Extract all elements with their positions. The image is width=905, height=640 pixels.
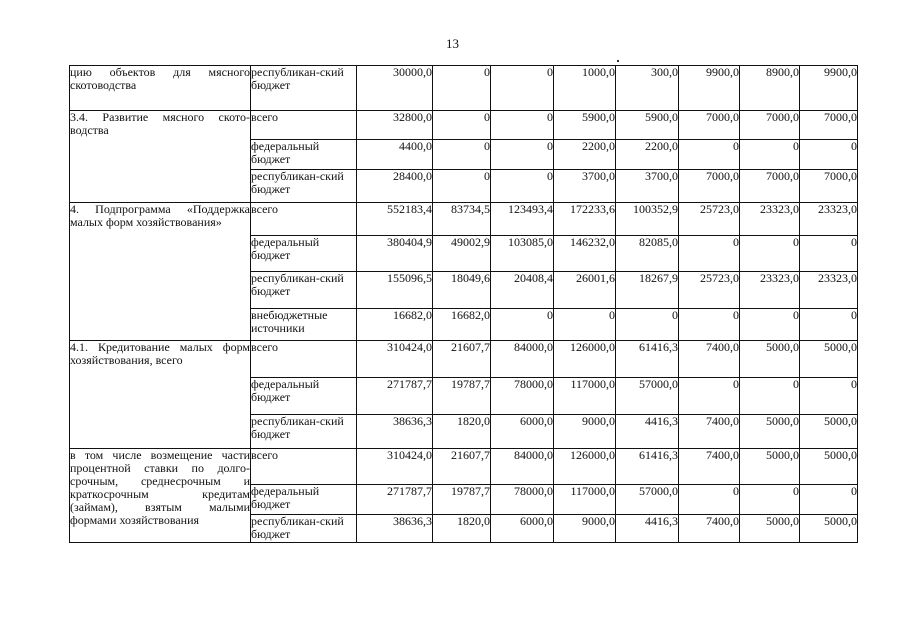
funding-source: всего [251, 111, 357, 140]
amount-cell: 2200,0 [616, 140, 679, 170]
amount-cell: 0 [679, 236, 740, 272]
amount-cell: 0 [491, 111, 554, 140]
amount-cell: 82085,0 [616, 236, 679, 272]
amount-cell: 0 [740, 140, 800, 170]
amount-cell: 32800,0 [357, 111, 433, 140]
amount-cell: 78000,0 [491, 485, 554, 515]
amount-cell: 0 [800, 236, 858, 272]
amount-cell: 7400,0 [679, 341, 740, 378]
amount-cell: 0 [800, 140, 858, 170]
amount-cell: 310424,0 [357, 449, 433, 485]
amount-cell: 5000,0 [800, 515, 858, 543]
amount-cell: 23323,0 [740, 203, 800, 236]
amount-cell: 83734,5 [433, 203, 491, 236]
amount-cell: 78000,0 [491, 378, 554, 415]
amount-cell: 117000,0 [554, 485, 616, 515]
funding-source: федеральный бюджет [251, 140, 357, 170]
amount-cell: 100352,9 [616, 203, 679, 236]
amount-cell: 271787,7 [357, 378, 433, 415]
amount-cell: 0 [433, 170, 491, 203]
amount-cell: 0 [800, 485, 858, 515]
amount-cell: 9900,0 [800, 66, 858, 111]
amount-cell: 552183,4 [357, 203, 433, 236]
amount-cell: 25723,0 [679, 203, 740, 236]
amount-cell: 0 [433, 140, 491, 170]
amount-cell: 26001,6 [554, 272, 616, 309]
amount-cell: 5000,0 [740, 515, 800, 543]
table-row [70, 449, 858, 485]
amount-cell: 0 [491, 66, 554, 111]
amount-cell: 38636,3 [357, 515, 433, 543]
amount-cell: 7400,0 [679, 449, 740, 485]
amount-cell: 84000,0 [491, 341, 554, 378]
amount-cell: 4416,3 [616, 415, 679, 449]
amount-cell: 9000,0 [554, 415, 616, 449]
amount-cell: 0 [491, 309, 554, 341]
amount-cell: 28400,0 [357, 170, 433, 203]
amount-cell: 9900,0 [679, 66, 740, 111]
amount-cell: 0 [433, 66, 491, 111]
amount-cell: 0 [433, 111, 491, 140]
funding-source: федеральный бюджет [251, 236, 357, 272]
amount-cell: 7000,0 [800, 111, 858, 140]
amount-cell: 18049,6 [433, 272, 491, 309]
amount-cell: 16682,0 [357, 309, 433, 341]
funding-source: всего [251, 203, 357, 236]
row-group-name: 3.4. Развитие мясного ското-водства [70, 111, 251, 203]
amount-cell: 19787,7 [433, 485, 491, 515]
page-number: 13 [446, 36, 459, 51]
row-group-name: в том числе возмещение части процентной ставки по долго-срочным, среднесрочным и краткосрочным кредитам (займам), взятым малыми формами хозяйствования [70, 449, 251, 543]
table-row [70, 341, 858, 378]
amount-cell: 7000,0 [679, 111, 740, 140]
amount-cell: 23323,0 [740, 272, 800, 309]
amount-cell: 8900,0 [740, 66, 800, 111]
amount-cell: 1820,0 [433, 515, 491, 543]
amount-cell: 7400,0 [679, 415, 740, 449]
funding-source: внебюджетные источники [251, 309, 357, 341]
amount-cell: 5000,0 [800, 341, 858, 378]
row-group-name: 4. Подпрограмма «Поддержка малых форм хозяйствования» [70, 203, 251, 341]
amount-cell: 19787,7 [433, 378, 491, 415]
funding-source: республикан-ский бюджет [251, 272, 357, 309]
amount-cell: 61416,3 [616, 449, 679, 485]
amount-cell: 21607,7 [433, 341, 491, 378]
amount-cell: 310424,0 [357, 341, 433, 378]
amount-cell: 2200,0 [554, 140, 616, 170]
amount-cell: 4400,0 [357, 140, 433, 170]
amount-cell: 126000,0 [554, 449, 616, 485]
amount-cell: 123493,4 [491, 203, 554, 236]
amount-cell: 1000,0 [554, 66, 616, 111]
amount-cell: 7000,0 [679, 170, 740, 203]
funding-source: республикан-ский бюджет [251, 415, 357, 449]
amount-cell: 0 [679, 485, 740, 515]
amount-cell: 57000,0 [616, 378, 679, 415]
amount-cell: 23323,0 [800, 272, 858, 309]
table-row [70, 203, 858, 236]
amount-cell: 5000,0 [740, 449, 800, 485]
amount-cell: 57000,0 [616, 485, 679, 515]
funding-source: всего [251, 341, 357, 378]
amount-cell: 103085,0 [491, 236, 554, 272]
amount-cell: 0 [679, 378, 740, 415]
amount-cell: 380404,9 [357, 236, 433, 272]
funding-source: федеральный бюджет [251, 485, 357, 515]
amount-cell: 3700,0 [554, 170, 616, 203]
amount-cell: 0 [491, 140, 554, 170]
amount-cell: 5000,0 [740, 341, 800, 378]
amount-cell: 0 [491, 170, 554, 203]
amount-cell: 0 [679, 140, 740, 170]
amount-cell: 5000,0 [800, 415, 858, 449]
amount-cell: 49002,9 [433, 236, 491, 272]
amount-cell: 155096,5 [357, 272, 433, 309]
amount-cell: 0 [740, 378, 800, 415]
amount-cell: 146232,0 [554, 236, 616, 272]
amount-cell: 0 [679, 309, 740, 341]
row-group-name: цию объектов для мясного скотоводства [70, 66, 251, 111]
amount-cell: 5900,0 [616, 111, 679, 140]
amount-cell: 7400,0 [679, 515, 740, 543]
amount-cell: 23323,0 [800, 203, 858, 236]
amount-cell: 126000,0 [554, 341, 616, 378]
amount-cell: 271787,7 [357, 485, 433, 515]
funding-source: республикан-ский бюджет [251, 515, 357, 543]
amount-cell: 172233,6 [554, 203, 616, 236]
funding-source: федеральный бюджет [251, 378, 357, 415]
amount-cell: 0 [740, 485, 800, 515]
amount-cell: 7000,0 [740, 170, 800, 203]
amount-cell: 300,0 [616, 66, 679, 111]
budget-table [69, 65, 858, 543]
amount-cell: 7000,0 [800, 170, 858, 203]
scan-dot [617, 60, 619, 62]
amount-cell: 38636,3 [357, 415, 433, 449]
amount-cell: 0 [800, 309, 858, 341]
amount-cell: 3700,0 [616, 170, 679, 203]
amount-cell: 9000,0 [554, 515, 616, 543]
amount-cell: 5000,0 [740, 415, 800, 449]
amount-cell: 6000,0 [491, 515, 554, 543]
amount-cell: 7000,0 [740, 111, 800, 140]
amount-cell: 6000,0 [491, 415, 554, 449]
funding-source: республикан-ский бюджет [251, 170, 357, 203]
amount-cell: 0 [740, 236, 800, 272]
amount-cell: 61416,3 [616, 341, 679, 378]
funding-source: всего [251, 449, 357, 485]
amount-cell: 0 [554, 309, 616, 341]
amount-cell: 4416,3 [616, 515, 679, 543]
amount-cell: 30000,0 [357, 66, 433, 111]
table-row [70, 111, 858, 140]
amount-cell: 1820,0 [433, 415, 491, 449]
amount-cell: 18267,9 [616, 272, 679, 309]
amount-cell: 0 [740, 309, 800, 341]
amount-cell: 84000,0 [491, 449, 554, 485]
table-row [70, 66, 858, 111]
amount-cell: 117000,0 [554, 378, 616, 415]
amount-cell: 20408,4 [491, 272, 554, 309]
funding-source: республикан-ский бюджет [251, 66, 357, 111]
amount-cell: 16682,0 [433, 309, 491, 341]
amount-cell: 0 [616, 309, 679, 341]
amount-cell: 21607,7 [433, 449, 491, 485]
amount-cell: 5000,0 [800, 449, 858, 485]
amount-cell: 5900,0 [554, 111, 616, 140]
amount-cell: 0 [800, 378, 858, 415]
row-group-name: 4.1. Кредитование малых форм хозяйствования, всего [70, 341, 251, 449]
amount-cell: 25723,0 [679, 272, 740, 309]
